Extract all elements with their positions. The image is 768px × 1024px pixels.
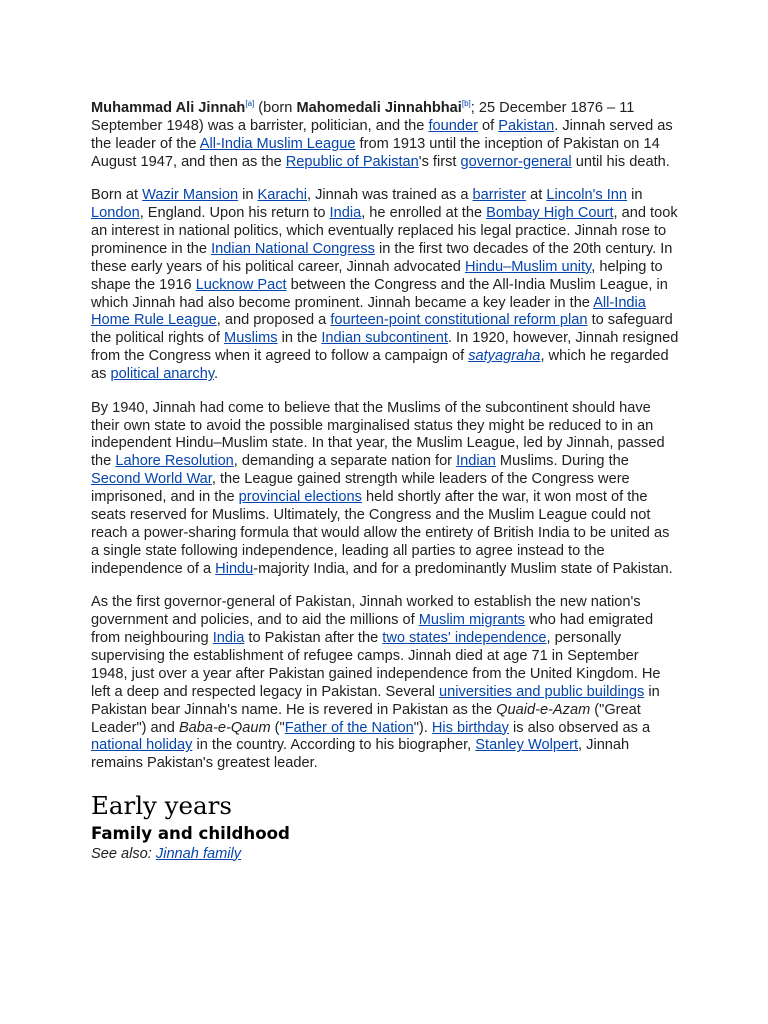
text-run: until his death. (571, 153, 670, 170)
text-run: in the first two decades of the 20th century. In these early years of his political career, Jinnah advocated (91, 240, 673, 275)
paragraph (91, 100, 679, 172)
paragraph (91, 400, 679, 579)
hatnote-prefix: See also: (91, 845, 156, 862)
inline-link[interactable]: fourteen-point constitutional reform plan (330, 312, 588, 329)
paragraph (91, 187, 679, 384)
inline-link[interactable]: Father of the Nation (284, 719, 414, 736)
inline-link[interactable]: governor-general (460, 153, 572, 170)
text-run: (born (254, 100, 297, 116)
hatnote-link[interactable]: Jinnah family (155, 845, 242, 862)
text-run: . In 1920, however, Jinnah resigned from the Congress when it agreed to follow a campaign of (91, 330, 679, 365)
inline-link[interactable]: Muslims (224, 330, 278, 347)
text-run: ("Great Leader") and (91, 701, 641, 736)
text-run: , he enrolled at the (361, 205, 487, 222)
text-run: , Jinnah was trained as a (307, 187, 473, 204)
inline-link[interactable]: provincial elections (238, 489, 362, 506)
inline-link[interactable]: Karachi (257, 187, 308, 204)
text-run: in Pakistan bear Jinnah's name. He is revered in Pakistan as the (91, 683, 660, 718)
inline-link[interactable]: Republic of Pakistan (285, 153, 419, 170)
text-run: held shortly after the war, it won most of the seats reserved for Muslims. Ultimately, the Congress and the Muslim League could not reach a power-sharing formula that would allow the entirety of British India to be united as a single state following independence, leading all parties to agree instead to the independence of a (91, 489, 670, 577)
inline-link[interactable]: His birthday (431, 719, 509, 736)
inline-link[interactable]: All-India Muslim League (199, 135, 356, 152)
inline-link[interactable]: India (212, 629, 245, 646)
text-run: -majority India, and for a predominantly Muslim state of Pakistan. (253, 560, 673, 577)
inline-link[interactable]: Bombay High Court (486, 205, 614, 222)
section-heading: Early years (91, 790, 232, 820)
inline-link[interactable]: Hindu (215, 560, 254, 577)
inline-link[interactable]: Lincoln's Inn (546, 187, 628, 204)
inline-link[interactable]: Stanley Wolpert (475, 737, 579, 754)
inline-link[interactable]: Indian National Congress (211, 240, 375, 257)
inline-link[interactable]: universities and public buildings (439, 683, 645, 700)
bold-text: Muhammad Ali Jinnah (91, 100, 246, 116)
text-run: is also observed as a (508, 719, 651, 736)
footnote-link[interactable]: [a] (245, 99, 255, 109)
hatnote (91, 846, 679, 864)
text-run: between the Congress and the All-India Muslim League, in which Jinnah had also become prominent. Jinnah became a key leader in the (91, 276, 668, 311)
italic-text: Quaid-e-Azam (496, 701, 591, 718)
inline-link[interactable]: Indian (456, 453, 496, 470)
text-run: . Jinnah served as the leader of the (91, 117, 673, 152)
text-run: Muslims. During the (495, 453, 629, 470)
inline-link[interactable]: Wazir Mansion (142, 187, 239, 204)
italic-text: Baba-e-Qaum (178, 719, 271, 736)
article-body (91, 100, 679, 864)
inline-link[interactable]: India (329, 205, 362, 222)
text-run: , and proposed a (216, 312, 331, 329)
text-run: ; 25 December 1876 – 11 September 1948) was a barrister, politician, and the (91, 100, 635, 134)
text-run: , which he regarded as (91, 348, 669, 383)
inline-link[interactable]: All-India Home Rule League (91, 294, 646, 329)
text-run: of (477, 117, 499, 134)
text-run: in (238, 187, 258, 204)
subsection-heading: Family and childhood (91, 823, 290, 843)
text-run: to safeguard the political rights of (91, 312, 673, 347)
text-run: "). (413, 719, 432, 736)
footnote-ref[interactable] (462, 99, 471, 108)
text-run: , personally supervising the establishment of refugee camps. Jinnah died at age 71 in September 1948, just over a year after Pakistan gained independence from the United Kingdom. He left a deep and respected legacy in Pakistan. Several (91, 629, 661, 700)
text-run: By 1940, Jinnah had come to believe that the Muslims of the subcontinent should have their own state to avoid the possible marginalised status they might be reduced to in an independent Hindu–Muslim state. In that year, the Muslim League, led by Jinnah, passed the (91, 399, 665, 470)
text-run: in the country. According to his biographer, (192, 737, 476, 754)
text-run: As the first governor-general of Pakistan, Jinnah worked to establish the new nation's government and policies, and to aid the millions of (91, 594, 641, 629)
text-run: , demanding a separate nation for (233, 453, 457, 470)
text-run: who had emigrated from neighbouring (91, 612, 654, 646)
inline-link[interactable]: Lucknow Pact (195, 276, 287, 293)
text-run: , the League gained strength while leaders of the Congress were imprisoned, and in the (91, 471, 630, 506)
inline-link[interactable]: Indian subcontinent (321, 330, 448, 347)
text-run: in (627, 187, 643, 204)
inline-link[interactable]: London (91, 205, 140, 222)
text-run: 's first (418, 153, 461, 170)
inline-link[interactable]: Muslim migrants (418, 612, 525, 629)
lead-section (91, 100, 679, 773)
bold-text: Mahomedali Jinnahbhai (296, 100, 462, 116)
inline-link[interactable]: founder (428, 117, 478, 134)
inline-link[interactable]: Lahore Resolution (115, 453, 234, 470)
text-run: (" (270, 719, 285, 736)
text-run: , and took an interest in national politics, which eventually replaced his legal practice. Jinnah rose to prominence in the (91, 205, 678, 257)
text-run: from 1913 until the inception of Pakistan on 14 August 1947, and then as the (91, 135, 660, 170)
text-run: , Jinnah remains Pakistan's greatest leader. (91, 737, 630, 772)
text-run: . (214, 366, 219, 383)
paragraph (91, 594, 679, 773)
footnote-link[interactable]: [b] (461, 99, 471, 109)
inline-link[interactable]: satyagraha (468, 348, 541, 365)
inline-link[interactable]: barrister (472, 187, 527, 204)
inline-link[interactable]: Pakistan (498, 117, 555, 134)
inline-link[interactable]: two states' independence (382, 629, 547, 646)
footnote-ref[interactable] (245, 99, 254, 108)
text-run: to Pakistan after the (244, 629, 383, 646)
text-run: Born at (91, 187, 143, 204)
text-run: , England. Upon his return to (139, 205, 330, 222)
text-run: at (526, 187, 547, 204)
inline-link[interactable]: Second World War (91, 471, 212, 488)
inline-link[interactable]: political anarchy (110, 366, 215, 383)
text-run: , helping to shape the 1916 (91, 258, 663, 293)
inline-link[interactable]: Hindu–Muslim unity (464, 258, 592, 275)
inline-link[interactable]: national holiday (91, 737, 193, 754)
text-run: in the (277, 330, 322, 347)
